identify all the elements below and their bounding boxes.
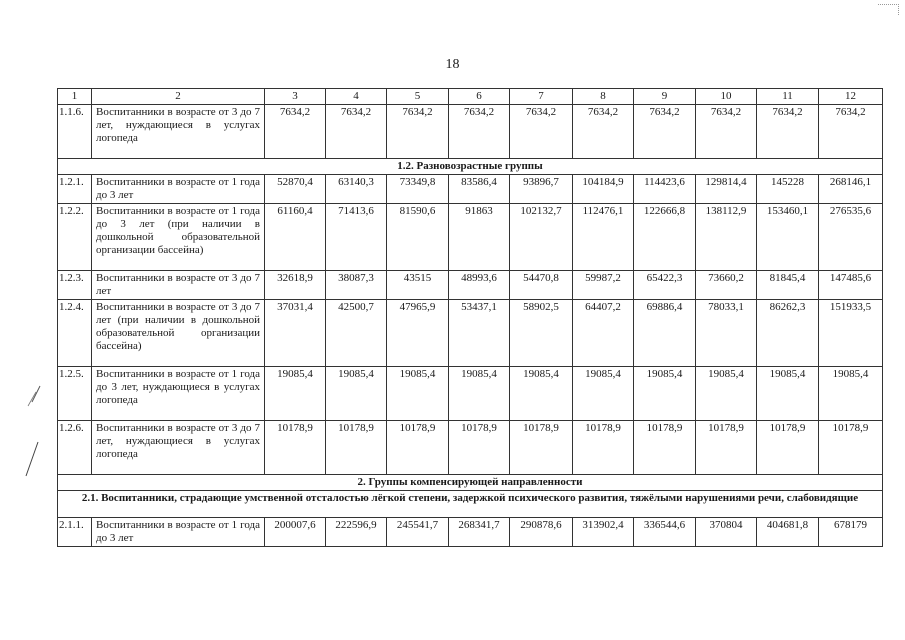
value-cell: 32618,9 [265,271,326,300]
value-cell: 7634,2 [634,105,696,159]
row-number: 1.2.2. [58,204,92,271]
section-heading: 2.1. Воспитанники, страдающие умственной отсталостью лёгкой степени, задержкой психического развития, тяжёлыми нарушениями речи, слабовидящие [58,491,883,518]
value-cell: 47965,9 [387,300,449,367]
value-cell: 58902,5 [510,300,573,367]
value-cell: 102132,7 [510,204,573,271]
value-cell: 313902,4 [573,518,634,547]
table-row [58,300,883,367]
value-cell: 19085,4 [696,367,757,421]
row-number: 1.2.3. [58,271,92,300]
column-number: 7 [510,89,573,105]
value-cell: 93896,7 [510,175,573,204]
column-number: 9 [634,89,696,105]
value-cell: 290878,6 [510,518,573,547]
value-cell: 63140,3 [326,175,387,204]
value-cell: 19085,4 [387,367,449,421]
value-cell: 138112,9 [696,204,757,271]
value-cell: 10178,9 [573,421,634,475]
value-cell: 10178,9 [634,421,696,475]
row-description: Воспитанники в возрасте от 3 до 7 лет, нуждающиеся в услугах логопеда [92,105,265,159]
value-cell: 7634,2 [326,105,387,159]
value-cell: 10178,9 [510,421,573,475]
value-cell: 7634,2 [819,105,883,159]
scan-corner-mark [878,4,899,15]
row-description: Воспитанники в возрасте от 1 года до 3 лет [92,518,265,547]
value-cell: 145228 [757,175,819,204]
value-cell: 7634,2 [573,105,634,159]
value-cell: 59987,2 [573,271,634,300]
value-cell: 200007,6 [265,518,326,547]
row-description: Воспитанники в возрасте от 3 до 7 лет, нуждающиеся в услугах логопеда [92,421,265,475]
value-cell: 7634,2 [387,105,449,159]
value-cell: 10178,9 [819,421,883,475]
value-cell: 222596,9 [326,518,387,547]
value-cell: 86262,3 [757,300,819,367]
value-cell: 10178,9 [696,421,757,475]
value-cell: 19085,4 [510,367,573,421]
value-cell: 19085,4 [757,367,819,421]
value-cell: 10178,9 [449,421,510,475]
value-cell: 19085,4 [634,367,696,421]
value-cell: 7634,2 [696,105,757,159]
section-heading: 2. Группы компенсирующей направленности [58,475,883,491]
table-row [58,271,883,300]
value-cell: 7634,2 [757,105,819,159]
value-cell: 91863 [449,204,510,271]
table-row [58,175,883,204]
value-cell: 19085,4 [449,367,510,421]
table-row [58,367,883,421]
value-cell: 10178,9 [326,421,387,475]
row-description: Воспитанники в возрасте от 3 до 7 лет [92,271,265,300]
row-number: 2.1.1. [58,518,92,547]
value-cell: 53437,1 [449,300,510,367]
value-cell: 114423,6 [634,175,696,204]
value-cell: 73349,8 [387,175,449,204]
row-number: 1.1.6. [58,105,92,159]
value-cell: 73660,2 [696,271,757,300]
value-cell: 38087,3 [326,271,387,300]
column-number: 10 [696,89,757,105]
value-cell: 7634,2 [265,105,326,159]
value-cell: 43515 [387,271,449,300]
row-description: Воспитанники в возрасте от 3 до 7 лет (при наличии в дошкольной образовательной организации бассейна) [92,300,265,367]
value-cell: 268146,1 [819,175,883,204]
column-number: 1 [58,89,92,105]
value-cell: 65422,3 [634,271,696,300]
pen-margin-marks [18,380,48,490]
value-cell: 42500,7 [326,300,387,367]
column-number: 11 [757,89,819,105]
value-cell: 129814,4 [696,175,757,204]
table-row [58,421,883,475]
value-cell: 54470,8 [510,271,573,300]
value-cell: 336544,6 [634,518,696,547]
section-heading-row [58,159,883,175]
section-heading: 1.2. Разновозрастные группы [58,159,883,175]
row-description: Воспитанники в возрасте от 1 года до 3 лет, нуждающиеся в услугах логопеда [92,367,265,421]
page-number: 18 [445,57,460,72]
value-cell: 153460,1 [757,204,819,271]
value-cell: 678179 [819,518,883,547]
column-number: 6 [449,89,510,105]
value-cell: 10178,9 [387,421,449,475]
row-number: 1.2.1. [58,175,92,204]
value-cell: 64407,2 [573,300,634,367]
section-heading-row [58,491,883,518]
value-cell: 7634,2 [510,105,573,159]
column-number-row [58,89,883,105]
value-cell: 245541,7 [387,518,449,547]
table-row [58,105,883,159]
row-number: 1.2.5. [58,367,92,421]
value-cell: 19085,4 [265,367,326,421]
table-row [58,518,883,547]
table-body [58,89,883,547]
value-cell: 78033,1 [696,300,757,367]
value-cell: 10178,9 [265,421,326,475]
value-cell: 52870,4 [265,175,326,204]
column-number: 4 [326,89,387,105]
value-cell: 19085,4 [819,367,883,421]
row-number: 1.2.4. [58,300,92,367]
value-cell: 61160,4 [265,204,326,271]
value-cell: 404681,8 [757,518,819,547]
value-cell: 83586,4 [449,175,510,204]
value-cell: 276535,6 [819,204,883,271]
value-cell: 37031,4 [265,300,326,367]
value-cell: 48993,6 [449,271,510,300]
row-number: 1.2.6. [58,421,92,475]
value-cell: 151933,5 [819,300,883,367]
row-description: Воспитанники в возрасте от 1 года до 3 лет [92,175,265,204]
value-cell: 370804 [696,518,757,547]
table-row [58,204,883,271]
value-cell: 81590,6 [387,204,449,271]
column-number: 8 [573,89,634,105]
column-number: 12 [819,89,883,105]
value-cell: 147485,6 [819,271,883,300]
value-cell: 268341,7 [449,518,510,547]
row-description: Воспитанники в возрасте от 1 года до 3 лет (при наличии в дошкольной образовательной организации бассейна) [92,204,265,271]
value-cell: 81845,4 [757,271,819,300]
value-cell: 19085,4 [573,367,634,421]
column-number: 2 [92,89,265,105]
section-heading-row [58,475,883,491]
value-cell: 19085,4 [326,367,387,421]
value-cell: 104184,9 [573,175,634,204]
value-cell: 122666,8 [634,204,696,271]
value-cell: 71413,6 [326,204,387,271]
value-cell: 7634,2 [449,105,510,159]
value-cell: 69886,4 [634,300,696,367]
column-number: 3 [265,89,326,105]
value-cell: 112476,1 [573,204,634,271]
cost-norms-table [57,88,883,547]
value-cell: 10178,9 [757,421,819,475]
column-number: 5 [387,89,449,105]
